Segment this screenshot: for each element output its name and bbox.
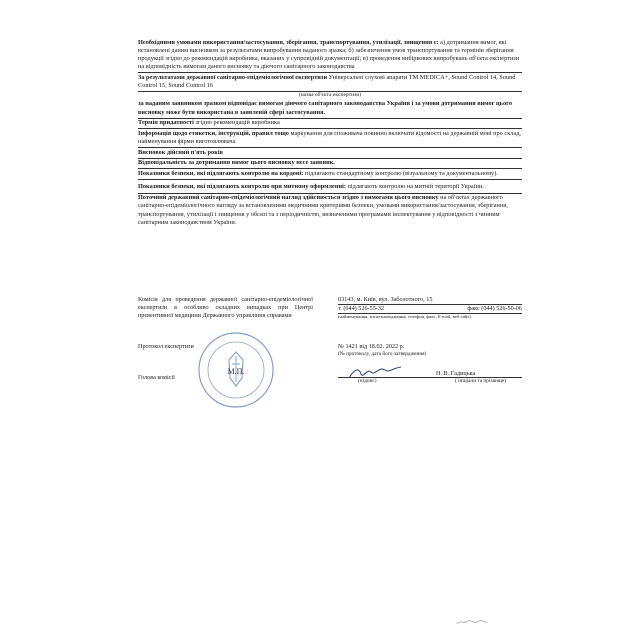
initials-caption: ( ініціали та прізвище) [454, 378, 506, 384]
supervision-section [138, 194, 522, 228]
signer-name: Н. В. Гадицька [436, 370, 476, 377]
border-control-label: Показники безпеки, які підлягають контролю на кордоні: [138, 169, 304, 177]
address: 03143, м. Київ, вул. Заболотного, 15 [338, 296, 522, 305]
border-control-section [138, 169, 522, 180]
stamp-mark: М.П. [227, 367, 245, 376]
protocol-caption: (№ протоколу, дата його затвердження) [338, 351, 427, 357]
document-body [138, 38, 522, 228]
contacts-caption: (найменування, місцезнаходження, телефон, факс, E-mail, веб-сайт) [338, 314, 471, 320]
border-control-text: підлягають стандартному контролю (візуальному та документальному). [303, 169, 498, 177]
protocol-number: № 1421 від 18.02. 2022 р. [338, 343, 405, 350]
conformity-text: за наданим заявником зразком відповідає вимогам діючого санітарного законодавства України і за умови дотримання вимог цього висновку може бути використана в заявленій сфері застосування. [138, 100, 513, 116]
validity-section [138, 148, 522, 159]
official-stamp-icon [196, 330, 276, 410]
conditions-label: Необхідними умовами використання/застосування, зберігання, транспортування, утилізації, знищення є: [138, 38, 439, 46]
conformity-section [138, 100, 522, 119]
results-label: За результатами державної санітарно-епідеміологічної експертизи [138, 73, 328, 81]
fax: факс (044) 526-50-06 [467, 305, 522, 313]
protocol-label: Протокол експертизи [138, 343, 194, 350]
phone-fax-row [338, 305, 522, 314]
handwritten-signature-icon [345, 364, 405, 382]
label-info-section [138, 129, 522, 148]
margin-scribble-icon [455, 617, 489, 627]
supervision-label: Поточний державний санітарно-епідеміологічний нагляд здійснюється згідно з вимогами цього висновку [138, 194, 439, 201]
term-text: згідно рекомендацій виробника [193, 119, 280, 127]
validity-label: Висновок дійсний п'ять років [138, 148, 223, 156]
responsibility-label: Відповідальність за дотримання вимог цього висновку несе заявник. [138, 159, 335, 167]
head-of-commission-label: Голова комісії [138, 374, 175, 381]
signature-caption: (підпис) [358, 378, 377, 384]
customs-control-section [138, 183, 522, 194]
term-label: Термін придатності [138, 119, 194, 127]
responsibility-section [138, 159, 522, 170]
commission-name: Комісія для проведення державної санітарно-епідеміологічної експертизи в особливо складних випадках при Центрі превентивної медицини Державного управління справами [138, 296, 313, 320]
label-info-label: Інформація щодо етикетки, інструкцій, правил тощо [138, 129, 289, 137]
label-info-text: маркування для споживача повинно включати відомості на державній мові про склад, найменування фірми виготовлювача [138, 129, 521, 146]
conditions-text: а) дотримання вимог, які встановлені даним висновком за результатами випробування наданого зразка; б) забезпечення умов транспортування та термінів зберігання продукції згідно до рекомендацій виробника, вказаних у супровідній документації; в) проведення вибіркових випробувань об'єкта експертизи на відповідність вимогам даного висновку та діючого санітарного законодавства [138, 38, 520, 71]
results-caption: (назва об'єкта експертизи) [298, 92, 362, 99]
customs-control-text: підлягають контролю на митній території України. [345, 183, 484, 191]
phone: т. (044) 526-55-32 [338, 305, 385, 313]
results-text: Універсальні слухові апарати TM MEDICA+, Sound Control 14, Sound Control 15, Sound Control 16 [138, 73, 516, 90]
term-section [138, 119, 522, 130]
customs-control-label: Показники безпеки, які підлягають контролю при митному оформленні: [138, 183, 346, 191]
results-section [138, 73, 522, 92]
contacts-block [338, 296, 522, 320]
supervision-text: на об'єктах державного санітарно-епідеміологічного нагляду за встановленими медичними критеріями безпеки, умовами використання/застосування, зберігання, транспортування, утилізації і знищення у обсязі та з періодичністю, визначеними програмами інспектування у відповідності з чинним санітарним законодавством України. [138, 194, 508, 226]
conditions-section [138, 38, 522, 73]
